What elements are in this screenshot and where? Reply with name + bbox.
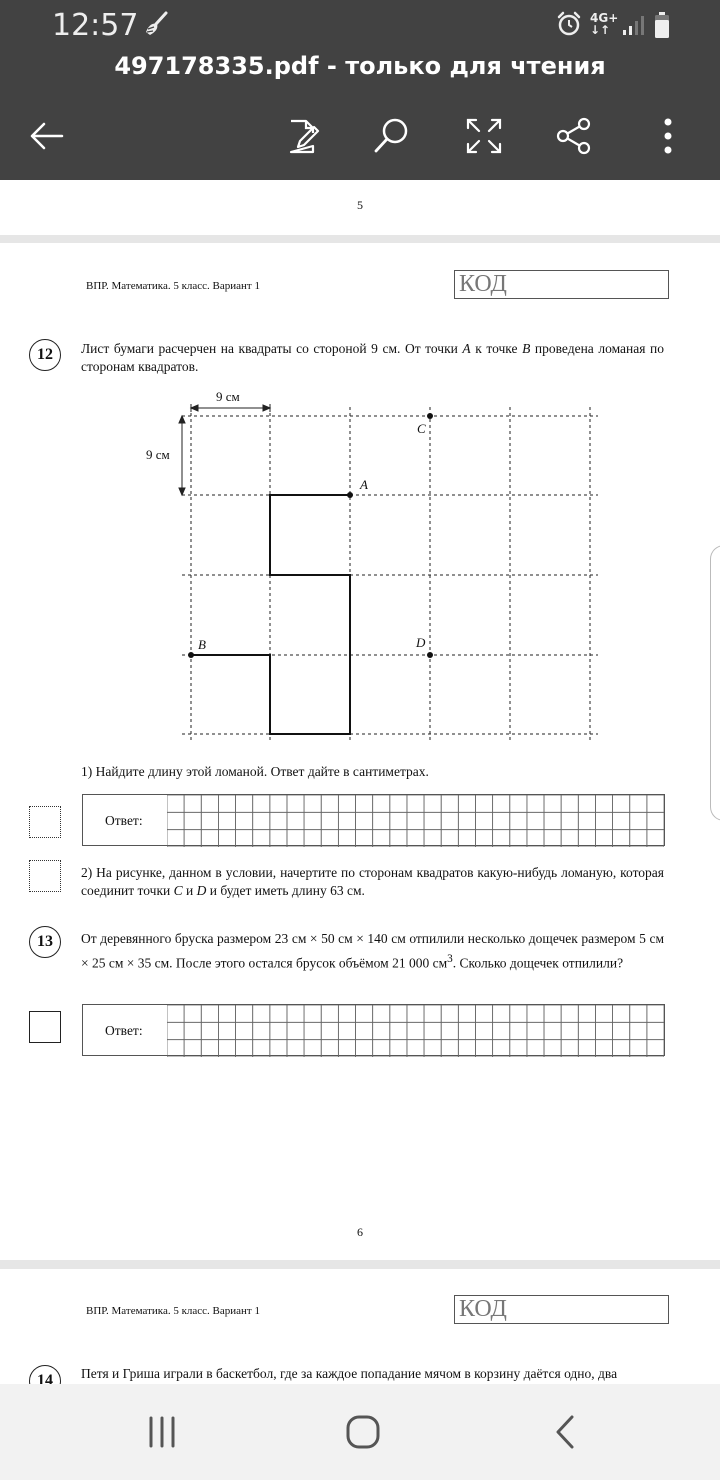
answer-cell <box>458 1022 475 1039</box>
nav-back-button[interactable] <box>535 1408 595 1456</box>
label-b: B <box>198 637 206 652</box>
answer-cell <box>338 1022 355 1039</box>
answer-cell <box>613 830 630 847</box>
answer-cell <box>338 1005 355 1022</box>
answer-cell <box>578 1040 595 1057</box>
share-button[interactable] <box>546 108 602 164</box>
answer-cell <box>424 1040 441 1057</box>
question-14-text: Петя и Гриша играли в баскетбол, где за каждое попадание мячом в корзину даётся одно, два <box>81 1366 618 1381</box>
answer-cell <box>647 1005 664 1022</box>
dim-left-label: 9 см <box>146 447 170 462</box>
answer-cell <box>390 830 407 847</box>
answer-cell <box>184 1022 201 1039</box>
label-a: A <box>360 477 368 492</box>
answer-cell <box>527 812 544 829</box>
answer-cell <box>595 812 612 829</box>
share-icon <box>554 116 594 156</box>
answer-cell <box>356 795 373 812</box>
answer-cell <box>441 1005 458 1022</box>
answer-cell <box>270 830 287 847</box>
signal-icon <box>622 14 644 41</box>
answer-cell <box>236 830 253 847</box>
answer-cell <box>338 830 355 847</box>
answer-cell <box>390 1022 407 1039</box>
more-options-button[interactable] <box>640 108 696 164</box>
answer-cell <box>373 1040 390 1057</box>
answer-grid[interactable] <box>167 1005 664 1057</box>
answer-cell <box>304 812 321 829</box>
answer-cell <box>544 1005 561 1022</box>
question-12-part2: 2) На рисунке, данном в условии, начертите по сторонам квадратов какую-нибудь ломаную, которая соединит точки C и D и будет иметь длину 63 см. <box>81 865 664 898</box>
answer-cell <box>167 1022 184 1039</box>
answer-cell <box>561 812 578 829</box>
answer-cell <box>578 1022 595 1039</box>
answer-cell <box>407 812 424 829</box>
answer-cell <box>458 812 475 829</box>
navigation-bar <box>0 1384 720 1480</box>
answer-cell <box>304 1005 321 1022</box>
page-header: ВПР. Математика. 5 класс. Вариант 1 <box>86 1305 260 1317</box>
answer-cell <box>218 795 235 812</box>
alarm-icon <box>556 11 582 42</box>
question-12-text: Лист бумаги расчерчен на квадраты со стороной 9 см. От точки А к точке В проведена ломаная по сторонам квадратов. <box>81 341 665 374</box>
edit-button[interactable] <box>274 108 330 164</box>
cleaning-brush-icon <box>142 10 170 43</box>
answer-cell <box>321 1005 338 1022</box>
answer-cell <box>304 795 321 812</box>
answer-cell <box>630 812 647 829</box>
answer-cell <box>407 1040 424 1057</box>
answer-cell <box>201 795 218 812</box>
answer-cell <box>218 1022 235 1039</box>
answer-cell <box>253 1040 270 1057</box>
answer-cell <box>441 830 458 847</box>
answer-cell <box>647 795 664 812</box>
answer-cell <box>561 1022 578 1039</box>
pdf-viewer[interactable] <box>0 180 720 1384</box>
answer-cell <box>561 1040 578 1057</box>
answer-cell <box>630 1022 647 1039</box>
pdf-page-7 <box>0 1269 720 1384</box>
answer-cell <box>270 795 287 812</box>
app-bar <box>0 50 720 180</box>
answer-cell <box>561 1005 578 1022</box>
question-number-13: 13 <box>29 926 61 958</box>
label-c: C <box>417 421 426 436</box>
question-13-text: От деревянного бруска размером 23 см × 50 см × 140 см отпилили несколько дощечек размером 5 см × 25 см × 35 см. После этого остался брусок объёмом 21 000 $см^3$. Сколько дощечек отпилили? <box>81 931 664 971</box>
answer-cell <box>287 812 304 829</box>
answer-cell <box>424 812 441 829</box>
answer-cell <box>647 830 664 847</box>
status-time: 12:57 <box>52 8 139 43</box>
answer-cell <box>236 795 253 812</box>
answer-cell <box>630 1005 647 1022</box>
answer-cell <box>510 830 527 847</box>
answer-cell <box>321 1040 338 1057</box>
side-panel-handle[interactable] <box>710 545 720 821</box>
answer-cell <box>493 795 510 812</box>
answer-cell <box>630 795 647 812</box>
answer-cell <box>647 812 664 829</box>
answer-cell <box>458 1005 475 1022</box>
answer-cell <box>613 1040 630 1057</box>
answer-cell <box>510 812 527 829</box>
answer-cell <box>441 812 458 829</box>
answer-cell <box>253 812 270 829</box>
answer-cell <box>544 795 561 812</box>
answer-cell <box>253 795 270 812</box>
status-bar <box>0 0 720 50</box>
kod-field: КОД <box>454 270 669 299</box>
answer-cell <box>373 1005 390 1022</box>
answer-cell <box>424 1022 441 1039</box>
answer-cell <box>270 812 287 829</box>
home-icon <box>345 1414 381 1450</box>
answer-cell <box>613 1005 630 1022</box>
answer-cell <box>407 1005 424 1022</box>
answer-cell <box>510 795 527 812</box>
answer-cell <box>253 1005 270 1022</box>
answer-cell <box>373 1022 390 1039</box>
pdf-page-6 <box>0 243 720 1260</box>
pdf-page-5 <box>0 180 720 235</box>
answer-cell <box>356 1005 373 1022</box>
answer-cell <box>270 1040 287 1057</box>
answer-cell <box>561 830 578 847</box>
answer-cell <box>424 795 441 812</box>
answer-cell <box>613 1022 630 1039</box>
arrow-left-icon <box>26 116 66 156</box>
search-button[interactable] <box>364 108 420 164</box>
edit-document-icon <box>282 116 322 156</box>
answer-cell <box>493 812 510 829</box>
answer-cell <box>595 1022 612 1039</box>
answer-cell <box>201 830 218 847</box>
answer-cell <box>475 1005 492 1022</box>
answer-cell <box>458 830 475 847</box>
answer-cell <box>510 1040 527 1057</box>
answer-cell <box>595 795 612 812</box>
answer-cell <box>236 1022 253 1039</box>
answer-cell <box>493 1022 510 1039</box>
recents-button[interactable] <box>132 1408 192 1456</box>
answer-cell <box>373 830 390 847</box>
answer-cell <box>458 795 475 812</box>
answer-cell <box>270 1005 287 1022</box>
answer-cell <box>373 812 390 829</box>
answer-cell <box>321 795 338 812</box>
dim-top-label: 9 см <box>216 389 240 404</box>
home-button[interactable] <box>333 1408 393 1456</box>
answer-cell <box>338 1040 355 1057</box>
answer-cell <box>441 1022 458 1039</box>
answer-cell <box>287 1040 304 1057</box>
question-12-part1: 1) Найдите длину этой ломаной. Ответ дайте в сантиметрах. <box>81 764 429 779</box>
answer-cell <box>390 1040 407 1057</box>
answer-cell <box>390 812 407 829</box>
answer-cell <box>493 1005 510 1022</box>
answer-cell <box>184 830 201 847</box>
answer-cell <box>441 1040 458 1057</box>
answer-cell <box>287 1005 304 1022</box>
polyline-a-b <box>191 495 350 734</box>
answer-box-13[interactable] <box>82 1004 665 1056</box>
answer-cell <box>304 1040 321 1057</box>
answer-cell <box>630 1040 647 1057</box>
answer-label: Ответ: <box>105 813 143 828</box>
answer-cell <box>304 1022 321 1039</box>
answer-cell <box>544 830 561 847</box>
page-number: 6 <box>357 1225 363 1239</box>
answer-cell <box>287 795 304 812</box>
grid-figure <box>0 383 720 753</box>
answer-cell <box>493 1040 510 1057</box>
answer-cell <box>407 795 424 812</box>
answer-cell <box>493 830 510 847</box>
answer-cell <box>201 812 218 829</box>
answer-cell <box>527 830 544 847</box>
answer-cell <box>475 830 492 847</box>
answer-cell <box>475 795 492 812</box>
answer-cell <box>218 1005 235 1022</box>
answer-cell <box>578 812 595 829</box>
document-title: 497178335.pdf - только для чтения <box>114 52 606 80</box>
kod-field: КОД <box>454 1295 669 1324</box>
answer-cell <box>578 795 595 812</box>
answer-cell <box>338 812 355 829</box>
answer-cell <box>321 812 338 829</box>
answer-cell <box>253 1022 270 1039</box>
answer-grid[interactable] <box>167 795 664 847</box>
answer-cell <box>167 830 184 847</box>
answer-cell <box>184 812 201 829</box>
answer-cell <box>236 1040 253 1057</box>
fullscreen-button[interactable] <box>456 108 512 164</box>
answer-cell <box>167 1005 184 1022</box>
answer-cell <box>201 1040 218 1057</box>
answer-cell <box>407 1022 424 1039</box>
back-button[interactable] <box>18 108 74 164</box>
recents-icon <box>145 1415 179 1449</box>
answer-cell <box>287 1022 304 1039</box>
answer-cell <box>201 1022 218 1039</box>
answer-cell <box>304 830 321 847</box>
answer-cell <box>218 812 235 829</box>
answer-cell <box>647 1040 664 1057</box>
answer-cell <box>475 1040 492 1057</box>
answer-cell <box>356 830 373 847</box>
answer-cell <box>630 830 647 847</box>
answer-cell <box>561 795 578 812</box>
answer-cell <box>458 1040 475 1057</box>
answer-cell <box>167 795 184 812</box>
answer-cell <box>218 830 235 847</box>
page-header: ВПР. Математика. 5 класс. Вариант 1 <box>86 280 260 292</box>
answer-cell <box>167 1040 184 1057</box>
answer-cell <box>475 812 492 829</box>
answer-cell <box>424 1005 441 1022</box>
score-box-12-2 <box>29 860 61 892</box>
score-box-13 <box>29 1011 61 1043</box>
answer-cell <box>201 1005 218 1022</box>
answer-cell <box>510 1022 527 1039</box>
answer-cell <box>184 1005 201 1022</box>
answer-cell <box>544 812 561 829</box>
point-c <box>427 413 433 419</box>
search-icon <box>372 116 412 156</box>
answer-cell <box>510 1005 527 1022</box>
answer-cell <box>441 795 458 812</box>
battery-icon <box>654 11 670 44</box>
fullscreen-icon <box>464 116 504 156</box>
answer-cell <box>527 795 544 812</box>
answer-cell <box>527 1022 544 1039</box>
answer-cell <box>595 1005 612 1022</box>
answer-cell <box>253 830 270 847</box>
answer-cell <box>338 795 355 812</box>
answer-cell <box>356 1022 373 1039</box>
answer-cell <box>424 830 441 847</box>
answer-cell <box>595 1040 612 1057</box>
answer-cell <box>544 1022 561 1039</box>
answer-cell <box>527 1040 544 1057</box>
answer-cell <box>356 1040 373 1057</box>
answer-label: Ответ: <box>105 1023 143 1038</box>
answer-box-12[interactable] <box>82 794 665 846</box>
answer-cell <box>647 1022 664 1039</box>
answer-cell <box>356 812 373 829</box>
label-d: D <box>416 635 426 650</box>
page-number: 5 <box>357 198 363 212</box>
answer-cell <box>613 812 630 829</box>
answer-cell <box>218 1040 235 1057</box>
answer-cell <box>287 830 304 847</box>
answer-cell <box>407 830 424 847</box>
answer-cell <box>475 1022 492 1039</box>
answer-cell <box>167 812 184 829</box>
point-a <box>347 492 353 498</box>
answer-cell <box>373 795 390 812</box>
answer-cell <box>390 795 407 812</box>
answer-cell <box>184 1040 201 1057</box>
answer-cell <box>184 795 201 812</box>
answer-cell <box>527 1005 544 1022</box>
answer-cell <box>236 1005 253 1022</box>
question-number-14: 14 <box>29 1365 61 1384</box>
more-vert-icon <box>658 116 678 156</box>
answer-cell <box>270 1022 287 1039</box>
answer-cell <box>595 830 612 847</box>
point-b <box>188 652 194 658</box>
answer-cell <box>544 1040 561 1057</box>
answer-cell <box>613 795 630 812</box>
answer-cell <box>578 1005 595 1022</box>
answer-cell <box>321 1022 338 1039</box>
question-number-12: 12 <box>29 339 61 371</box>
network-type: 4G+ ↓↑ <box>590 11 619 37</box>
answer-cell <box>390 1005 407 1022</box>
point-d <box>427 652 433 658</box>
answer-cell <box>321 830 338 847</box>
answer-cell <box>236 812 253 829</box>
score-box-12-1 <box>29 806 61 838</box>
answer-cell <box>578 830 595 847</box>
nav-back-icon <box>550 1414 580 1450</box>
